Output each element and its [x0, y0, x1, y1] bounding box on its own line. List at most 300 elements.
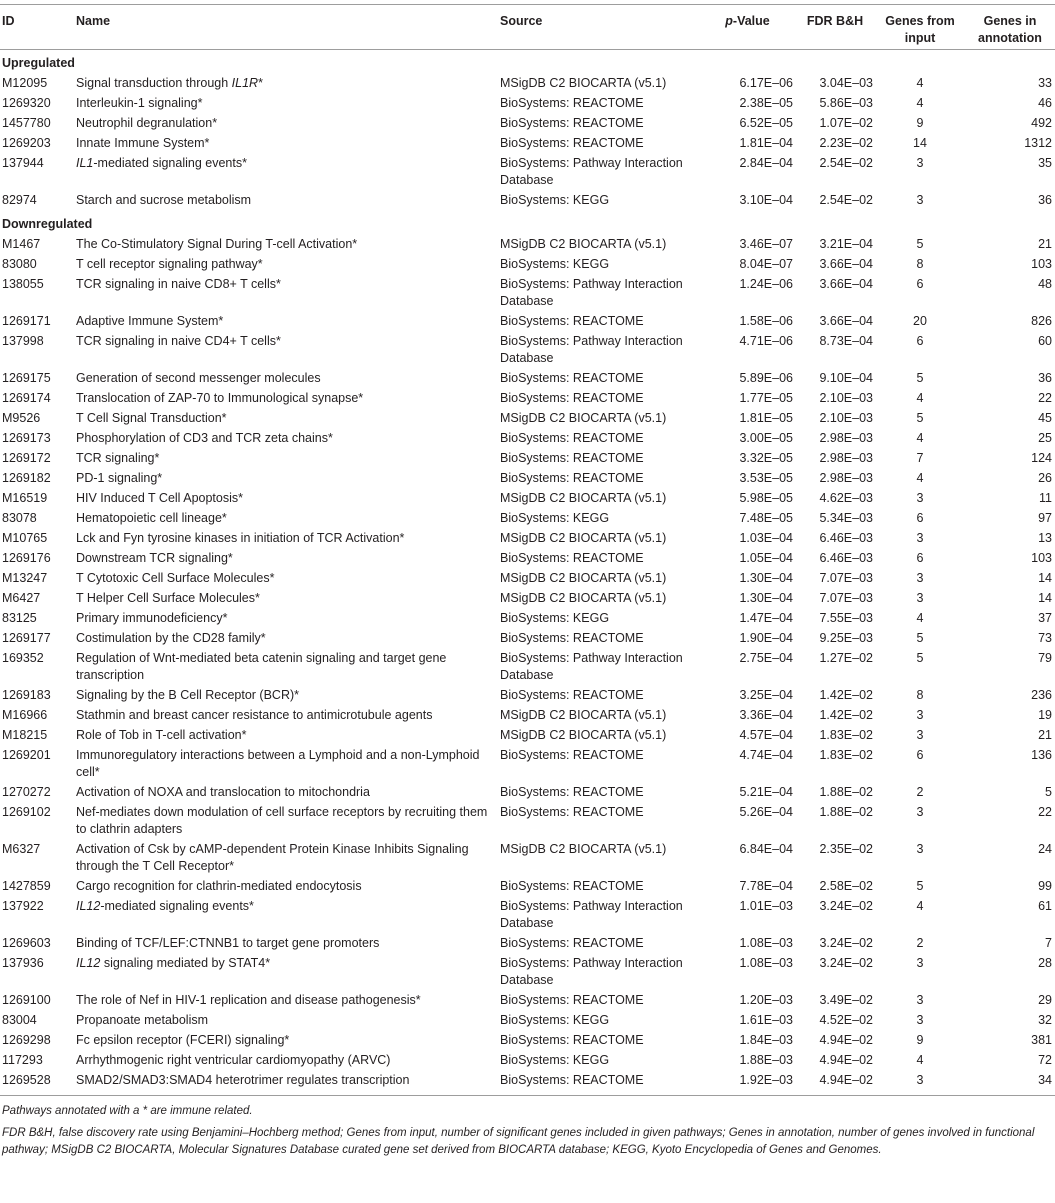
name-text: T cell receptor signaling pathway* — [76, 257, 263, 271]
cell-fdr: 2.54E–02 — [819, 193, 873, 207]
cell-pvalue: 3.32E–05 — [739, 451, 793, 465]
cell-name — [74, 529, 498, 549]
cell-genes-from-input: 3 — [916, 993, 924, 1007]
cell-source: BioSystems: REACTOME — [500, 936, 644, 950]
cell-fdr: 1.27E–02 — [819, 651, 873, 665]
cell-genes-in-annotation: 103 — [1031, 257, 1052, 271]
cell-fdr: 3.66E–04 — [819, 314, 873, 328]
cell-id: 1269298 — [2, 1033, 51, 1047]
cell-name — [74, 1051, 498, 1071]
cell-fdr: 4.62E–03 — [819, 491, 873, 505]
name-gene-italic: IL1 — [76, 156, 94, 170]
name-text-suffix: * — [258, 76, 263, 90]
name-text-suffix: -mediated signaling events* — [100, 899, 254, 913]
cell-pvalue: 5.98E–05 — [739, 491, 793, 505]
cell-fdr: 2.98E–03 — [819, 431, 873, 445]
cell-genes-in-annotation: 21 — [1038, 728, 1052, 742]
cell-genes-in-annotation: 46 — [1038, 96, 1052, 110]
cell-name — [74, 332, 498, 369]
cell-genes-from-input: 5 — [916, 371, 924, 385]
cell-fdr: 2.58E–02 — [819, 879, 873, 893]
cell-pvalue: 8.04E–07 — [739, 257, 793, 271]
name-text: Signal transduction through — [76, 76, 232, 90]
cell-name — [74, 469, 498, 489]
cell-genes-in-annotation: 22 — [1038, 391, 1052, 405]
cell-genes-in-annotation: 72 — [1038, 1053, 1052, 1067]
cell-source: BioSystems: REACTOME — [500, 631, 644, 645]
table-row — [0, 409, 1055, 429]
cell-source: MSigDB C2 BIOCARTA (v5.1) — [500, 76, 667, 90]
table-row — [0, 897, 1055, 934]
cell-id: M10765 — [2, 531, 48, 545]
cell-name — [74, 686, 498, 706]
cell-genes-from-input: 6 — [916, 334, 924, 348]
cell-id: 1269175 — [2, 371, 51, 385]
cell-genes-in-annotation: 79 — [1038, 651, 1052, 665]
cell-fdr: 4.94E–02 — [819, 1073, 873, 1087]
cell-fdr: 3.49E–02 — [819, 993, 873, 1007]
name-text: Hematopoietic cell lineage* — [76, 511, 227, 525]
cell-id: 1269183 — [2, 688, 51, 702]
footnote-abbreviations: FDR B&H, false discovery rate using Benjamini–Hochberg method; Genes from input, number of significant genes included in given pathways; Genes in annotation, number of genes involved in functional pathway; MSigDB C2 BIOCARTA, Molecular Signatures Database curated gene set derived from BIOCARTA database; KEGG, Kyoto Encyclopedia of Genes and Genomes. — [2, 1127, 1035, 1156]
cell-genes-in-annotation: 36 — [1038, 371, 1052, 385]
cell-source: MSigDB C2 BIOCARTA (v5.1) — [500, 531, 667, 545]
name-text: Lck and Fyn tyrosine kinases in initiation of TCR Activation* — [76, 531, 405, 545]
cell-source: BioSystems: REACTOME — [500, 96, 644, 110]
cell-genes-from-input: 4 — [916, 611, 924, 625]
name-text: Starch and sucrose metabolism — [76, 193, 252, 207]
table-row — [0, 726, 1055, 746]
cell-name — [74, 369, 498, 389]
cell-fdr: 1.83E–02 — [819, 748, 873, 762]
cell-source: MSigDB C2 BIOCARTA (v5.1) — [500, 237, 667, 251]
cell-pvalue: 3.53E–05 — [739, 471, 793, 485]
name-text: T Cytotoxic Cell Surface Molecules* — [76, 571, 275, 585]
cell-name — [74, 1031, 498, 1051]
cell-pvalue: 1.90E–04 — [739, 631, 793, 645]
cell-pvalue: 1.92E–03 — [739, 1073, 793, 1087]
cell-name — [74, 897, 498, 934]
cell-source: BioSystems: REACTOME — [500, 993, 644, 1007]
cell-genes-from-input: 3 — [916, 591, 924, 605]
table-row — [0, 529, 1055, 549]
cell-fdr: 4.52E–02 — [819, 1013, 873, 1027]
cell-fdr: 2.98E–03 — [819, 471, 873, 485]
cell-genes-from-input: 2 — [916, 785, 924, 799]
cell-pvalue: 1.58E–06 — [739, 314, 793, 328]
cell-genes-from-input: 3 — [916, 531, 924, 545]
cell-genes-from-input: 3 — [916, 193, 924, 207]
cell-id: 137998 — [2, 334, 44, 348]
cell-id: 137936 — [2, 956, 44, 970]
cell-pvalue: 1.24E–06 — [739, 277, 793, 291]
cell-id: M16519 — [2, 491, 48, 505]
cell-genes-in-annotation: 35 — [1038, 156, 1052, 170]
name-text: T Helper Cell Surface Molecules* — [76, 591, 260, 605]
cell-name — [74, 449, 498, 469]
name-text: Adaptive Immune System* — [76, 314, 224, 328]
cell-pvalue: 1.01E–03 — [739, 899, 793, 913]
cell-genes-from-input: 6 — [916, 277, 924, 291]
table-row — [0, 235, 1055, 255]
table-row — [0, 706, 1055, 726]
name-text: TCR signaling in naive CD4+ T cells* — [76, 334, 281, 348]
cell-genes-from-input: 3 — [916, 571, 924, 585]
cell-id: 1457780 — [2, 116, 51, 130]
cell-pvalue: 1.81E–04 — [739, 136, 793, 150]
cell-source: BioSystems: Pathway Interaction Database — [500, 651, 683, 682]
cell-id: 1269176 — [2, 551, 51, 565]
name-text: The role of Nef in HIV-1 replication and disease pathogenesis* — [76, 993, 421, 1007]
cell-genes-in-annotation: 13 — [1038, 531, 1052, 545]
name-text: Primary immunodeficiency* — [76, 611, 228, 625]
cell-genes-in-annotation: 136 — [1031, 748, 1052, 762]
cell-pvalue: 1.20E–03 — [739, 993, 793, 1007]
cell-source: BioSystems: REACTOME — [500, 688, 644, 702]
cell-genes-from-input: 5 — [916, 411, 924, 425]
cell-genes-in-annotation: 11 — [1039, 491, 1052, 505]
name-text: Role of Tob in T-cell activation* — [76, 728, 247, 742]
cell-pvalue: 2.75E–04 — [739, 651, 793, 665]
name-text: T Cell Signal Transduction* — [76, 411, 227, 425]
cell-name — [74, 114, 498, 134]
cell-id: M6427 — [2, 591, 41, 605]
name-text: Immunoregulatory interactions between a Lymphoid and a non-Lymphoid cell* — [76, 748, 480, 779]
cell-genes-in-annotation: 36 — [1038, 193, 1052, 207]
cell-source: BioSystems: REACTOME — [500, 805, 644, 819]
cell-genes-from-input: 3 — [916, 1073, 924, 1087]
cell-id: M12095 — [2, 76, 48, 90]
table-row — [0, 746, 1055, 783]
name-gene-italic: IL1R — [231, 76, 259, 90]
cell-fdr: 1.83E–02 — [819, 728, 873, 742]
cell-genes-from-input: 3 — [916, 842, 924, 856]
table-row — [0, 1051, 1055, 1071]
cell-genes-from-input: 8 — [916, 688, 924, 702]
cell-name — [74, 649, 498, 686]
name-text-suffix: signaling mediated by STAT4* — [100, 956, 271, 970]
name-text: Nef-mediates down modulation of cell surface receptors by recruiting them to clathrin adapters — [76, 805, 488, 836]
cell-genes-in-annotation: 14 — [1038, 591, 1052, 605]
cell-source: BioSystems: REACTOME — [500, 879, 644, 893]
cell-fdr: 5.86E–03 — [819, 96, 873, 110]
cell-name — [74, 409, 498, 429]
cell-pvalue: 3.36E–04 — [739, 708, 793, 722]
table-row — [0, 469, 1055, 489]
cell-genes-in-annotation: 29 — [1038, 993, 1052, 1007]
cell-source: BioSystems: Pathway Interaction Database — [500, 956, 683, 987]
header-row — [0, 5, 1055, 50]
cell-fdr: 4.94E–02 — [819, 1053, 873, 1067]
cell-fdr: 2.10E–03 — [819, 391, 873, 405]
cell-source: MSigDB C2 BIOCARTA (v5.1) — [500, 491, 667, 505]
cell-id: 83078 — [2, 511, 37, 525]
cell-pvalue: 1.88E–03 — [739, 1053, 793, 1067]
table-row — [0, 191, 1055, 211]
cell-name — [74, 783, 498, 803]
cell-id: M6327 — [2, 842, 41, 856]
table-footnotes — [0, 1096, 1055, 1159]
section-title: Downregulated — [2, 217, 93, 231]
cell-pvalue: 1.08E–03 — [739, 936, 793, 950]
cell-pvalue: 7.48E–05 — [739, 511, 793, 525]
cell-name — [74, 74, 498, 94]
name-text: Costimulation by the CD28 family* — [76, 631, 266, 645]
table-body — [0, 50, 1055, 1096]
section-row — [0, 50, 1055, 75]
table-row — [0, 840, 1055, 877]
cell-id: M18215 — [2, 728, 48, 742]
cell-pvalue: 5.26E–04 — [739, 805, 793, 819]
table-row — [0, 589, 1055, 609]
cell-genes-in-annotation: 60 — [1038, 334, 1052, 348]
cell-fdr: 1.42E–02 — [819, 688, 873, 702]
cell-id: 1269102 — [2, 805, 51, 819]
cell-source: BioSystems: Pathway Interaction Database — [500, 899, 683, 930]
cell-name — [74, 1071, 498, 1096]
name-text: Regulation of Wnt-mediated beta catenin signaling and target gene transcription — [76, 651, 447, 682]
table-row — [0, 429, 1055, 449]
cell-pvalue: 4.74E–04 — [739, 748, 793, 762]
name-text: Interleukin-1 signaling* — [76, 96, 203, 110]
name-text: Stathmin and breast cancer resistance to antimicrotubule agents — [76, 708, 433, 722]
cell-source: BioSystems: REACTOME — [500, 431, 644, 445]
name-gene-italic: IL12 — [76, 899, 101, 913]
cell-pvalue: 1.30E–04 — [739, 591, 793, 605]
cell-fdr: 3.24E–02 — [819, 956, 873, 970]
cell-id: 137922 — [2, 899, 44, 913]
cell-name — [74, 934, 498, 954]
cell-id: 1269100 — [2, 993, 51, 1007]
cell-genes-from-input: 4 — [916, 431, 924, 445]
cell-genes-in-annotation: 32 — [1038, 1013, 1052, 1027]
cell-fdr: 2.98E–03 — [819, 451, 873, 465]
cell-pvalue: 3.25E–04 — [739, 688, 793, 702]
cell-pvalue: 6.84E–04 — [739, 842, 793, 856]
name-text: SMAD2/SMAD3:SMAD4 heterotrimer regulates transcription — [76, 1073, 410, 1087]
cell-name — [74, 840, 498, 877]
table-row — [0, 369, 1055, 389]
cell-id: 1427859 — [2, 879, 51, 893]
name-text: Translocation of ZAP-70 to Immunological synapse* — [76, 391, 364, 405]
cell-name — [74, 275, 498, 312]
cell-pvalue: 3.10E–04 — [739, 193, 793, 207]
cell-id: 137944 — [2, 156, 44, 170]
cell-fdr: 7.55E–03 — [819, 611, 873, 625]
table-row — [0, 449, 1055, 469]
cell-genes-in-annotation: 26 — [1038, 471, 1052, 485]
table-row — [0, 877, 1055, 897]
cell-id: 1269528 — [2, 1073, 51, 1087]
cell-source: MSigDB C2 BIOCARTA (v5.1) — [500, 842, 667, 856]
cell-id: M16966 — [2, 708, 48, 722]
cell-id: 1269171 — [2, 314, 51, 328]
cell-source: BioSystems: REACTOME — [500, 785, 644, 799]
cell-id: M1467 — [2, 237, 41, 251]
cell-pvalue: 7.78E–04 — [739, 879, 793, 893]
cell-pvalue: 6.17E–06 — [739, 76, 793, 90]
name-text: Arrhythmogenic right ventricular cardiomyopathy (ARVC) — [76, 1053, 391, 1067]
header-genes-in-annotation: Genes in annotation — [978, 14, 1042, 45]
cell-pvalue: 2.84E–04 — [739, 156, 793, 170]
table-row — [0, 255, 1055, 275]
cell-genes-from-input: 8 — [916, 257, 924, 271]
name-text: Propanoate metabolism — [76, 1013, 209, 1027]
cell-genes-from-input: 3 — [916, 491, 924, 505]
cell-id: 1269203 — [2, 136, 51, 150]
cell-name — [74, 629, 498, 649]
cell-fdr: 9.10E–04 — [819, 371, 873, 385]
cell-genes-in-annotation: 19 — [1038, 708, 1052, 722]
cell-genes-in-annotation: 1312 — [1024, 136, 1052, 150]
cell-id: 117293 — [2, 1053, 43, 1067]
cell-id: 83125 — [2, 611, 37, 625]
name-text: Phosphorylation of CD3 and TCR zeta chains* — [76, 431, 333, 445]
cell-id: 1269174 — [2, 391, 51, 405]
cell-source: BioSystems: REACTOME — [500, 451, 644, 465]
cell-pvalue: 1.30E–04 — [739, 571, 793, 585]
name-text: Binding of TCF/LEF:CTNNB1 to target gene promoters — [76, 936, 380, 950]
cell-id: 1269182 — [2, 471, 51, 485]
header-source: Source — [500, 14, 543, 28]
cell-id: M13247 — [2, 571, 48, 585]
cell-genes-in-annotation: 33 — [1038, 76, 1052, 90]
cell-genes-from-input: 7 — [916, 451, 924, 465]
cell-genes-in-annotation: 24 — [1038, 842, 1052, 856]
name-text: Fc epsilon receptor (FCERI) signaling* — [76, 1033, 290, 1047]
name-text: Innate Immune System* — [76, 136, 210, 150]
name-text: Downstream TCR signaling* — [76, 551, 233, 565]
name-text: Cargo recognition for clathrin-mediated endocytosis — [76, 879, 362, 893]
cell-pvalue: 5.21E–04 — [739, 785, 793, 799]
cell-genes-in-annotation: 492 — [1031, 116, 1052, 130]
cell-fdr: 2.23E–02 — [819, 136, 873, 150]
cell-fdr: 2.54E–02 — [819, 156, 873, 170]
cell-name — [74, 589, 498, 609]
table-row — [0, 1071, 1055, 1096]
cell-fdr: 1.42E–02 — [819, 708, 873, 722]
cell-genes-from-input: 14 — [913, 136, 927, 150]
cell-pvalue: 1.03E–04 — [739, 531, 793, 545]
cell-name — [74, 877, 498, 897]
cell-name — [74, 489, 498, 509]
name-text: Generation of second messenger molecules — [76, 371, 321, 385]
cell-genes-in-annotation: 37 — [1038, 611, 1052, 625]
cell-genes-from-input: 4 — [916, 391, 924, 405]
name-text: TCR signaling in naive CD8+ T cells* — [76, 277, 281, 291]
cell-pvalue: 1.61E–03 — [739, 1013, 793, 1027]
cell-id: 1269201 — [2, 748, 51, 762]
cell-pvalue: 1.05E–04 — [739, 551, 793, 565]
cell-genes-from-input: 2 — [916, 936, 924, 950]
cell-genes-from-input: 4 — [916, 899, 924, 913]
header-pvalue — [700, 5, 795, 50]
cell-fdr: 7.07E–03 — [819, 591, 873, 605]
cell-genes-in-annotation: 97 — [1038, 511, 1052, 525]
cell-source: MSigDB C2 BIOCARTA (v5.1) — [500, 411, 667, 425]
cell-source: BioSystems: REACTOME — [500, 391, 644, 405]
cell-genes-in-annotation: 61 — [1038, 899, 1052, 913]
cell-genes-from-input: 4 — [916, 96, 924, 110]
table-row — [0, 1011, 1055, 1031]
cell-genes-from-input: 5 — [916, 237, 924, 251]
cell-fdr: 1.88E–02 — [819, 785, 873, 799]
cell-pvalue: 3.00E–05 — [739, 431, 793, 445]
cell-name — [74, 991, 498, 1011]
cell-source: BioSystems: KEGG — [500, 257, 610, 271]
table-row — [0, 629, 1055, 649]
cell-source: BioSystems: Pathway Interaction Database — [500, 156, 683, 187]
table-row — [0, 649, 1055, 686]
cell-genes-in-annotation: 28 — [1038, 956, 1052, 970]
table-row — [0, 275, 1055, 312]
cell-source: MSigDB C2 BIOCARTA (v5.1) — [500, 571, 667, 585]
cell-source: BioSystems: KEGG — [500, 1013, 610, 1027]
cell-source: MSigDB C2 BIOCARTA (v5.1) — [500, 708, 667, 722]
cell-fdr: 3.66E–04 — [819, 277, 873, 291]
cell-name — [74, 429, 498, 449]
cell-source: BioSystems: Pathway Interaction Database — [500, 334, 683, 365]
cell-genes-from-input: 4 — [916, 471, 924, 485]
cell-source: BioSystems: Pathway Interaction Database — [500, 277, 683, 308]
cell-id: 1269320 — [2, 96, 51, 110]
header-name: Name — [76, 14, 111, 28]
cell-id: 1269603 — [2, 936, 51, 950]
cell-genes-from-input: 6 — [916, 511, 924, 525]
cell-name — [74, 609, 498, 629]
cell-fdr: 5.34E–03 — [819, 511, 873, 525]
cell-genes-from-input: 5 — [916, 631, 924, 645]
cell-genes-from-input: 20 — [913, 314, 927, 328]
cell-source: BioSystems: REACTOME — [500, 116, 644, 130]
cell-pvalue: 1.47E–04 — [739, 611, 793, 625]
cell-source: BioSystems: KEGG — [500, 1053, 610, 1067]
cell-name — [74, 954, 498, 991]
cell-source: BioSystems: KEGG — [500, 611, 610, 625]
cell-genes-in-annotation: 73 — [1038, 631, 1052, 645]
table-row — [0, 74, 1055, 94]
cell-name — [74, 1011, 498, 1031]
cell-name — [74, 389, 498, 409]
cell-name — [74, 94, 498, 114]
cell-fdr: 1.88E–02 — [819, 805, 873, 819]
cell-fdr: 1.07E–02 — [819, 116, 873, 130]
cell-source: BioSystems: REACTOME — [500, 1073, 644, 1087]
cell-fdr: 6.46E–03 — [819, 551, 873, 565]
cell-genes-in-annotation: 45 — [1038, 411, 1052, 425]
cell-pvalue: 1.08E–03 — [739, 956, 793, 970]
cell-source: MSigDB C2 BIOCARTA (v5.1) — [500, 591, 667, 605]
name-text: Activation of NOXA and translocation to mitochondria — [76, 785, 370, 799]
cell-fdr: 9.25E–03 — [819, 631, 873, 645]
header-fdr: FDR B&H — [806, 14, 864, 28]
cell-id: 138055 — [2, 277, 44, 291]
cell-source: BioSystems: REACTOME — [500, 1033, 644, 1047]
cell-name — [74, 312, 498, 332]
section-title: Upregulated — [2, 56, 75, 70]
cell-genes-from-input: 3 — [916, 156, 924, 170]
cell-name — [74, 255, 498, 275]
cell-pvalue: 2.38E–05 — [739, 96, 793, 110]
cell-genes-from-input: 9 — [916, 1033, 924, 1047]
cell-genes-in-annotation: 124 — [1031, 451, 1052, 465]
name-text: Activation of Csk by cAMP-dependent Protein Kinase Inhibits Signaling through the T Cell Receptor* — [76, 842, 469, 873]
cell-id: 169352 — [2, 651, 44, 665]
table-row — [0, 154, 1055, 191]
cell-source: BioSystems: KEGG — [500, 193, 610, 207]
cell-fdr: 4.94E–02 — [819, 1033, 873, 1047]
cell-genes-from-input: 3 — [916, 805, 924, 819]
